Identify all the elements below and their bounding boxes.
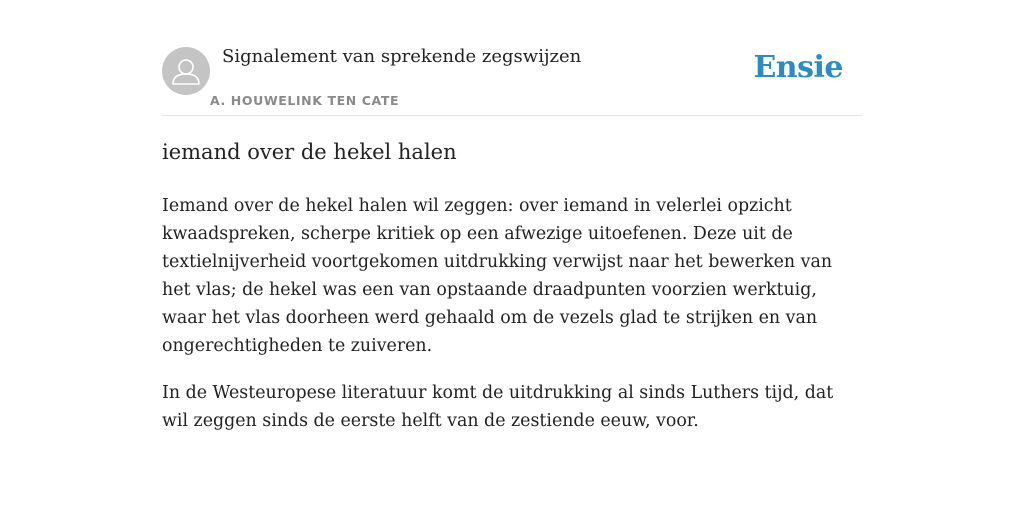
source-title[interactable]: Signalement van sprekende zegswijzen: [222, 46, 582, 67]
entry-card: [162, 0, 862, 431]
entry-paragraph: Iemand over de hekel halen wil zeggen: over iemand in velerlei opzicht kwaadspreken, scherpe kritiek op een afwezige uitoefenen. Deze uit de textielnijverheid voortgekomen uitdrukking verwijst naar het bewerken van het vlas; de hekel was een van opstaande draadpunten voorzien werktuig, waar het vlas doorheen werd gehaald om de vezels glad te strijken en van ongerechtigheden te zuiveren.: [162, 196, 833, 357]
entry-header: [162, 0, 862, 116]
user-icon: [162, 47, 210, 95]
author-avatar[interactable]: [162, 47, 210, 95]
ensie-logo[interactable]: Ensie: [753, 50, 843, 85]
entry-paragraph: In de Westeuropese literatuur komt de uitdrukking al sinds Luthers tijd, dat wil zeggen sinds de eerste helft van de zestiende eeuw, voor.: [162, 382, 834, 431]
author-name[interactable]: A. HOUWELINK TEN CATE: [210, 93, 400, 108]
entry-title: iemand over de hekel halen: [162, 140, 457, 164]
entry-body: [162, 192, 862, 453]
